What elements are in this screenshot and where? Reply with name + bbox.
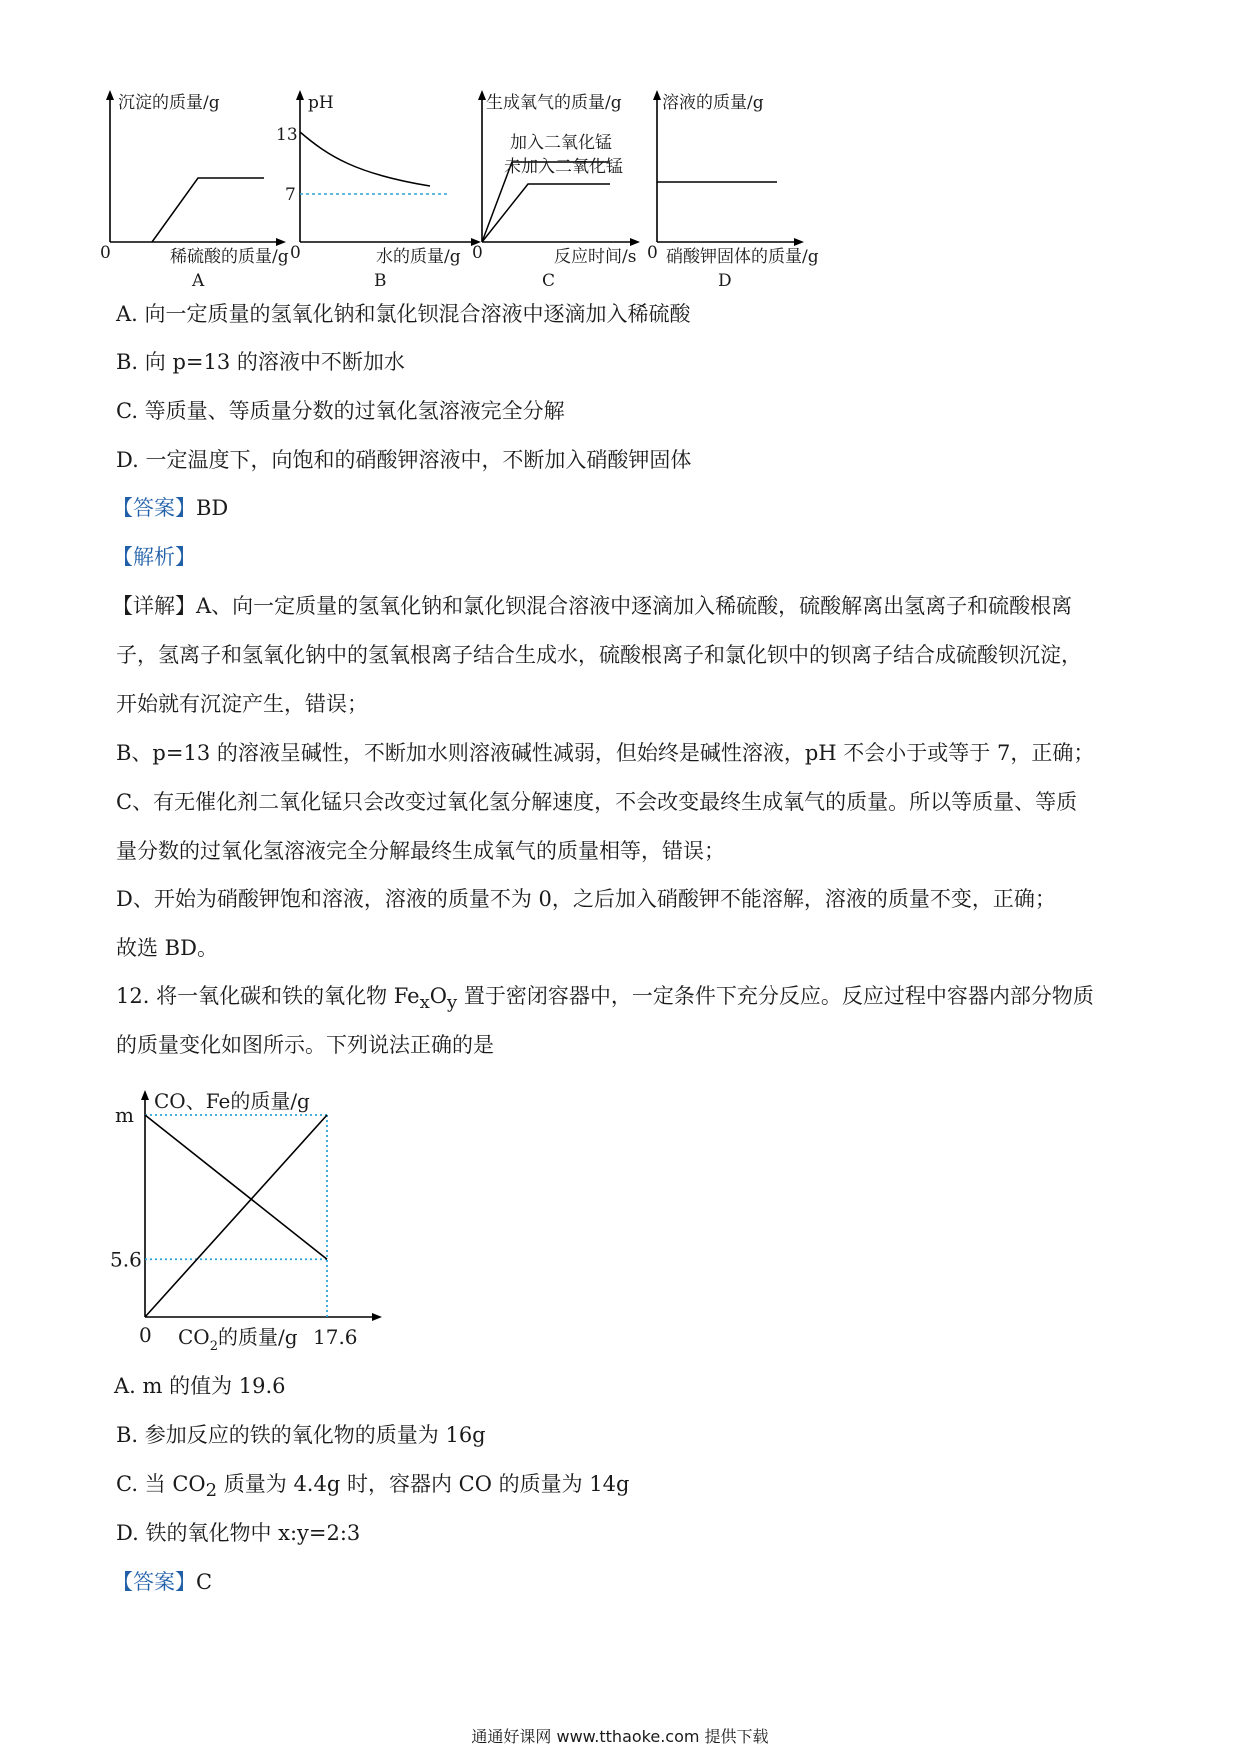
answer-value: C xyxy=(196,1570,213,1594)
graph-c-origin: 0 xyxy=(472,243,483,263)
q11-option-a: A. 向一定质量的氢氧化钠和氯化钡混合溶液中逐滴加入稀硫酸 xyxy=(116,302,691,326)
chart-x-arrow xyxy=(372,1313,382,1321)
graph-c xyxy=(472,90,640,290)
chart-y-arrow xyxy=(141,1090,149,1100)
q12-option-c-b: 质量为 4.4g 时，容器内 CO 的质量为 14g xyxy=(217,1472,630,1496)
q11-option-d: D. 一定温度下，向饱和的硝酸钾溶液中，不断加入硝酸钾固体 xyxy=(116,448,692,472)
graph-d-caption: D xyxy=(718,271,732,290)
q12-option-c xyxy=(116,1470,629,1505)
graph-b-caption: B xyxy=(374,271,387,290)
graph-a-xlabel: 稀硫酸的质量/g xyxy=(170,247,289,267)
graph-d-xlabel: 硝酸钾固体的质量/g xyxy=(666,247,819,267)
graph-c-label2: 未加入二氧化锰 xyxy=(504,157,623,177)
graph-c-label1: 加入二氧化锰 xyxy=(510,133,612,153)
q12-stem-1 xyxy=(116,982,1094,1017)
graph-a xyxy=(100,90,289,290)
graph-b xyxy=(276,90,481,290)
q12-stem-1b: 置于密闭容器中，一定条件下充分反应。反应过程中容器内部分物质 xyxy=(457,984,1094,1008)
top-figures xyxy=(100,90,930,290)
q12-option-c-sub: 2 xyxy=(205,1480,218,1502)
graph-b-ylabel: pH xyxy=(308,93,334,113)
answer-tag: 【答案】 xyxy=(112,1570,196,1594)
detail-text-1: A、向一定质量的氢氧化钠和氯化钡混合溶液中逐滴加入稀硫酸，硫酸解离出氢离子和硫酸根离 xyxy=(196,594,1073,618)
graph-b-tick-13: 13 xyxy=(276,125,298,145)
q12-sub-x: x xyxy=(419,992,430,1014)
q12-sub-y: y xyxy=(446,992,458,1014)
detail-line-1 xyxy=(112,592,1072,620)
q12-chart xyxy=(110,1085,400,1355)
q12-option-d: D. 铁的氧化物中 x:y=2:3 xyxy=(116,1521,361,1545)
q12-mid-o: O xyxy=(429,984,447,1008)
graph-d-ylabel: 溶液的质量/g xyxy=(662,93,764,113)
graph-a-ylabel: 沉淀的质量/g xyxy=(118,93,220,113)
q11-option-c: C. 等质量、等质量分数的过氧化氢溶液完全分解 xyxy=(116,399,565,423)
tick-m: m xyxy=(115,1103,134,1127)
page-footer: 通通好课网 www.tthaoke.com 提供下载 xyxy=(471,1727,769,1746)
graph-c-xlabel: 反应时间/s xyxy=(554,247,637,267)
graph-b-xlabel: 水的质量/g xyxy=(376,247,461,267)
graph-b-origin: 0 xyxy=(290,243,301,263)
chart-origin: 0 xyxy=(139,1323,152,1347)
graph-c-ylabel: 生成氧气的质量/g xyxy=(486,93,622,113)
answer-tag: 【答案】 xyxy=(112,496,196,520)
detail-line-3: 开始就有沉淀产生，错误； xyxy=(116,692,368,716)
graph-c-caption: C xyxy=(542,271,556,290)
tick-5-6: 5.6 xyxy=(110,1247,142,1272)
tick-17-6: 17.6 xyxy=(313,1325,358,1349)
detail-line-6: 量分数的过氧化氢溶液完全分解最终生成氧气的质量相等，错误； xyxy=(116,839,725,863)
chart-ylabel: CO、Fe的质量/g xyxy=(154,1089,310,1113)
q12-option-b: B. 参加反应的铁的氧化物的质量为 16g xyxy=(116,1423,486,1447)
q12-answer xyxy=(112,1568,212,1596)
q12-option-a: A. m 的值为 19.6 xyxy=(114,1374,286,1398)
analysis-tag: 【解析】 xyxy=(112,545,196,569)
detail-line-5: C、有无催化剂二氧化锰只会改变过氧化氢分解速度，不会改变最终生成氧气的质量。所以等质量、等质 xyxy=(116,790,1078,814)
q11-option-b: B. 向 p=13 的溶液中不断加水 xyxy=(116,350,405,374)
detail-line-8: 故选 BD。 xyxy=(116,936,218,960)
q11-answer xyxy=(112,494,228,522)
q12-stem-1a: 12. 将一氧化碳和铁的氧化物 Fe xyxy=(116,984,420,1008)
detail-tag: 【详解】 xyxy=(112,594,196,618)
graph-a-caption: A xyxy=(192,271,205,290)
graph-b-tick-7: 7 xyxy=(285,185,296,205)
answer-value: BD xyxy=(196,496,229,520)
series-line-2 xyxy=(145,1115,327,1317)
detail-line-2: 子，氢离子和氢氧化钠中的氢氧根离子结合生成水，硫酸根离子和氯化钡中的钡离子结合成硫酸钡沉淀， xyxy=(116,643,1082,667)
detail-line-4: B、p=13 的溶液呈碱性，不断加水则溶液碱性减弱，但始终是碱性溶液，pH 不会小于或等于 7，正确； xyxy=(116,741,1095,765)
detail-line-7: D、开始为硝酸钾饱和溶液，溶液的质量不为 0，之后加入硝酸钾不能溶解，溶液的质量不变，正确； xyxy=(116,887,1056,911)
q12-option-c-a: C. 当 CO xyxy=(116,1472,206,1496)
q12-stem-2: 的质量变化如图所示。下列说法正确的是 xyxy=(116,1033,494,1057)
chart-xlabel: $CO_2$的质量/g xyxy=(178,1325,298,1354)
graph-a-origin: 0 xyxy=(100,243,111,263)
graph-d-origin: 0 xyxy=(647,243,658,263)
graph-d xyxy=(647,90,819,290)
series-line-1 xyxy=(145,1115,327,1259)
